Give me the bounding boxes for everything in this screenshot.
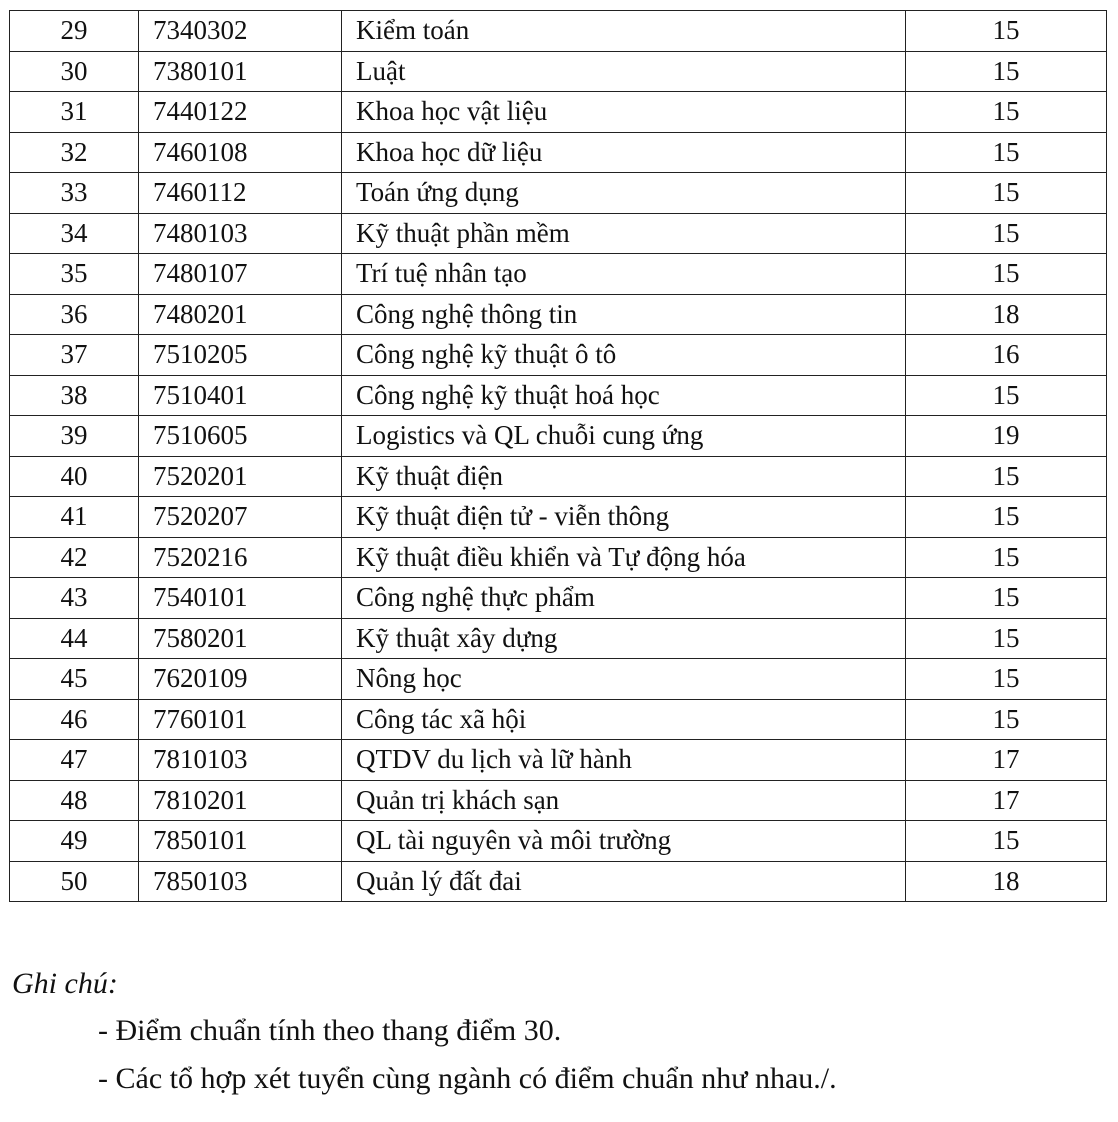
major-name-cell: Quản lý đất đai xyxy=(342,861,906,902)
row-number-cell: 42 xyxy=(10,537,139,578)
major-name-cell: Logistics và QL chuỗi cung ứng xyxy=(342,416,906,457)
major-code-cell: 7510605 xyxy=(139,416,342,457)
cutoff-score-cell: 15 xyxy=(906,132,1107,173)
row-number-cell: 37 xyxy=(10,335,139,376)
table-row xyxy=(10,699,1107,740)
major-name-cell: Kỹ thuật xây dựng xyxy=(342,618,906,659)
cutoff-score-cell: 15 xyxy=(906,456,1107,497)
major-code-cell: 7760101 xyxy=(139,699,342,740)
row-number-cell: 41 xyxy=(10,497,139,538)
table-row xyxy=(10,618,1107,659)
row-number-cell: 48 xyxy=(10,780,139,821)
cutoff-score-cell: 15 xyxy=(906,375,1107,416)
major-name-cell: Kiểm toán xyxy=(342,11,906,52)
table-row xyxy=(10,51,1107,92)
row-number-cell: 35 xyxy=(10,254,139,295)
row-number-cell: 50 xyxy=(10,861,139,902)
cutoff-score-cell: 17 xyxy=(906,740,1107,781)
cutoff-score-cell: 15 xyxy=(906,11,1107,52)
table-row xyxy=(10,416,1107,457)
cutoff-score-cell: 18 xyxy=(906,294,1107,335)
row-number-cell: 43 xyxy=(10,578,139,619)
table-row xyxy=(10,92,1107,133)
major-code-cell: 7810103 xyxy=(139,740,342,781)
table-row xyxy=(10,456,1107,497)
major-name-cell: Kỹ thuật điện tử - viễn thông xyxy=(342,497,906,538)
cutoff-score-cell: 15 xyxy=(906,213,1107,254)
major-name-cell: Toán ứng dụng xyxy=(342,173,906,214)
cutoff-score-cell: 15 xyxy=(906,578,1107,619)
major-code-cell: 7480107 xyxy=(139,254,342,295)
major-code-cell: 7850103 xyxy=(139,861,342,902)
row-number-cell: 31 xyxy=(10,92,139,133)
note-line-1: - Điểm chuẩn tính theo thang điểm 30. xyxy=(98,1014,562,1047)
table-row xyxy=(10,254,1107,295)
row-number-cell: 36 xyxy=(10,294,139,335)
row-number-cell: 40 xyxy=(10,456,139,497)
major-name-cell: Kỹ thuật phần mềm xyxy=(342,213,906,254)
cutoff-score-cell: 17 xyxy=(906,780,1107,821)
table-row xyxy=(10,578,1107,619)
major-code-cell: 7460112 xyxy=(139,173,342,214)
row-number-cell: 49 xyxy=(10,821,139,862)
cutoff-score-cell: 15 xyxy=(906,618,1107,659)
major-name-cell: Luật xyxy=(342,51,906,92)
table-row xyxy=(10,497,1107,538)
row-number-cell: 44 xyxy=(10,618,139,659)
table-row xyxy=(10,132,1107,173)
table-row xyxy=(10,537,1107,578)
major-code-cell: 7510205 xyxy=(139,335,342,376)
row-number-cell: 33 xyxy=(10,173,139,214)
major-code-cell: 7850101 xyxy=(139,821,342,862)
cutoff-score-cell: 16 xyxy=(906,335,1107,376)
row-number-cell: 29 xyxy=(10,11,139,52)
major-name-cell: Quản trị khách sạn xyxy=(342,780,906,821)
cutoff-score-cell: 15 xyxy=(906,51,1107,92)
row-number-cell: 46 xyxy=(10,699,139,740)
table-row xyxy=(10,821,1107,862)
major-name-cell: QTDV du lịch và lữ hành xyxy=(342,740,906,781)
table-row xyxy=(10,861,1107,902)
table-row xyxy=(10,335,1107,376)
cutoff-score-cell: 15 xyxy=(906,699,1107,740)
row-number-cell: 38 xyxy=(10,375,139,416)
major-name-cell: Công nghệ kỹ thuật ô tô xyxy=(342,335,906,376)
major-name-cell: QL tài nguyên và môi trường xyxy=(342,821,906,862)
notes-title: Ghi chú: xyxy=(12,967,118,1000)
major-code-cell: 7540101 xyxy=(139,578,342,619)
major-name-cell: Công nghệ thông tin xyxy=(342,294,906,335)
table-row xyxy=(10,173,1107,214)
table-row xyxy=(10,11,1107,52)
cutoff-score-cell: 15 xyxy=(906,254,1107,295)
major-name-cell: Khoa học vật liệu xyxy=(342,92,906,133)
cutoff-score-cell: 15 xyxy=(906,497,1107,538)
major-code-cell: 7620109 xyxy=(139,659,342,700)
major-code-cell: 7460108 xyxy=(139,132,342,173)
row-number-cell: 47 xyxy=(10,740,139,781)
cutoff-score-cell: 15 xyxy=(906,173,1107,214)
major-name-cell: Công nghệ kỹ thuật hoá học xyxy=(342,375,906,416)
major-code-cell: 7340302 xyxy=(139,11,342,52)
major-name-cell: Trí tuệ nhân tạo xyxy=(342,254,906,295)
major-code-cell: 7440122 xyxy=(139,92,342,133)
cutoff-score-cell: 18 xyxy=(906,861,1107,902)
cutoff-score-cell: 15 xyxy=(906,537,1107,578)
cutoff-score-cell: 15 xyxy=(906,659,1107,700)
table-row xyxy=(10,294,1107,335)
row-number-cell: 45 xyxy=(10,659,139,700)
major-code-cell: 7380101 xyxy=(139,51,342,92)
cutoff-score-cell: 19 xyxy=(906,416,1107,457)
major-code-cell: 7520207 xyxy=(139,497,342,538)
table-body xyxy=(10,11,1107,902)
major-name-cell: Công nghệ thực phẩm xyxy=(342,578,906,619)
major-code-cell: 7480201 xyxy=(139,294,342,335)
major-code-cell: 7580201 xyxy=(139,618,342,659)
admission-score-table xyxy=(9,10,1107,902)
major-name-cell: Công tác xã hội xyxy=(342,699,906,740)
cutoff-score-cell: 15 xyxy=(906,821,1107,862)
cutoff-score-cell: 15 xyxy=(906,92,1107,133)
row-number-cell: 39 xyxy=(10,416,139,457)
table-row xyxy=(10,213,1107,254)
major-name-cell: Nông học xyxy=(342,659,906,700)
table-row xyxy=(10,375,1107,416)
major-name-cell: Khoa học dữ liệu xyxy=(342,132,906,173)
major-name-cell: Kỹ thuật điện xyxy=(342,456,906,497)
table-row xyxy=(10,740,1107,781)
table-row xyxy=(10,659,1107,700)
major-code-cell: 7480103 xyxy=(139,213,342,254)
row-number-cell: 34 xyxy=(10,213,139,254)
row-number-cell: 32 xyxy=(10,132,139,173)
table-row xyxy=(10,780,1107,821)
row-number-cell: 30 xyxy=(10,51,139,92)
major-code-cell: 7520201 xyxy=(139,456,342,497)
major-code-cell: 7520216 xyxy=(139,537,342,578)
major-code-cell: 7810201 xyxy=(139,780,342,821)
major-code-cell: 7510401 xyxy=(139,375,342,416)
major-name-cell: Kỹ thuật điều khiển và Tự động hóa xyxy=(342,537,906,578)
note-line-2: - Các tổ hợp xét tuyển cùng ngành có điểm chuẩn như nhau./. xyxy=(98,1062,837,1095)
